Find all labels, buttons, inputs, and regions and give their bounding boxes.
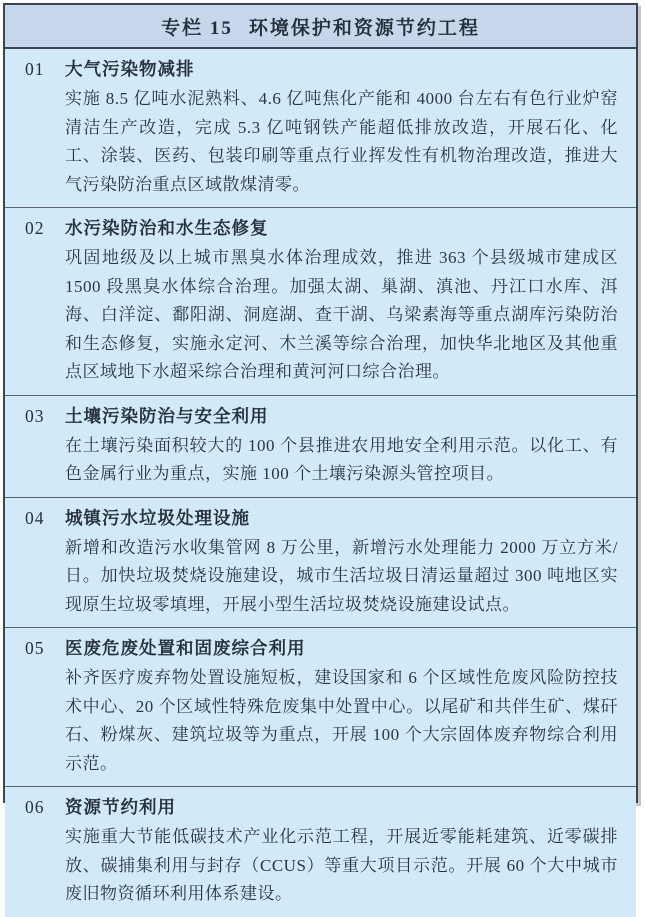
policy-box-panel bbox=[3, 3, 638, 903]
section-body: 实施 8.5 亿吨水泥熟料、4.6 亿吨焦化产能和 4000 台左右有色行业炉窑清洁生产改造，完成 5.3 亿吨钢铁产能超低排放改造，开展石化、化工、涂装、医药、包装印刷等重点行业挥发性有机物治理改造，推进大气污染防治重点区域散煤清零。 bbox=[65, 89, 618, 194]
section-body: 新增和改造污水收集管网 8 万公里，新增污水处理能力 2000 万立方米/日。加快垃圾焚烧设施建设，城市生活垃圾日清运量超过 300 吨地区实现原生垃圾零填埋，开展小型生活垃圾焚烧设施建设试点。 bbox=[65, 537, 618, 614]
section-title: 城镇污水垃圾处理设施 bbox=[65, 507, 250, 528]
section-head bbox=[21, 54, 618, 84]
section-title: 资源节约利用 bbox=[65, 797, 176, 817]
section-number: 01 bbox=[25, 59, 45, 79]
section-number: 03 bbox=[25, 405, 45, 426]
section-title: 水污染防治和水生态修复 bbox=[65, 218, 269, 238]
section-number: 02 bbox=[25, 218, 45, 238]
section-02 bbox=[5, 207, 636, 395]
section-head bbox=[21, 213, 618, 243]
section-body: 实施重大节能低碳技术产业化示范工程，开展近零能耗建筑、近零碳排放、碳捕集利用与封存（CCUS）等重大项目示范。开展 60 个大中城市废旧物资循环利用体系建设。 bbox=[65, 827, 618, 903]
section-head bbox=[21, 401, 618, 431]
section-title: 医废危废处置和固废综合利用 bbox=[65, 638, 306, 658]
section-title: 大气污染物减排 bbox=[65, 59, 195, 79]
section-body: 巩固地级及以上城市黑臭水体治理成效，推进 363 个县级城市建成区 1500 段黑臭水体综合治理。加强太湖、巢湖、滇池、丹江口水库、洱海、白洋淀、鄱阳湖、洞庭湖、查干湖、乌梁素海等重点湖库污染防治和生态修复，实施永定河、木兰溪等综合治理，加快华北地区及其他重点区域地下水超采综合治理和黄河河口综合治理。 bbox=[65, 248, 618, 381]
section-03 bbox=[5, 395, 636, 497]
section-body: 在土壤污染面积较大的 100 个县推进农用地安全利用示范。以化工、有色金属行业为重点，实施 100 个土壤污染源头管控项目。 bbox=[65, 435, 618, 483]
panel-header bbox=[5, 5, 636, 49]
section-body: 补齐医疗废弃物处置设施短板，建设国家和 6 个区域性危废风险防控技术中心、20 个区域性特殊危废集中处置中心。以尾矿和共伴生矿、煤矸石、粉煤灰、建筑垃圾等为重点，开展 100 个大宗固体废弃物综合利用示范。 bbox=[65, 668, 618, 773]
panel-label: 专栏 15 bbox=[161, 18, 233, 39]
section-05 bbox=[5, 627, 636, 786]
section-06 bbox=[5, 786, 636, 917]
section-number: 04 bbox=[25, 507, 45, 528]
section-04 bbox=[5, 497, 636, 628]
section-head bbox=[21, 792, 618, 822]
panel-title: 环境保护和资源节约工程 bbox=[248, 18, 480, 39]
section-number: 05 bbox=[25, 638, 45, 658]
section-head bbox=[21, 503, 618, 533]
section-01 bbox=[5, 49, 636, 207]
section-head bbox=[21, 633, 618, 663]
section-number: 06 bbox=[25, 797, 45, 817]
section-title: 土壤污染防治与安全利用 bbox=[65, 405, 269, 426]
